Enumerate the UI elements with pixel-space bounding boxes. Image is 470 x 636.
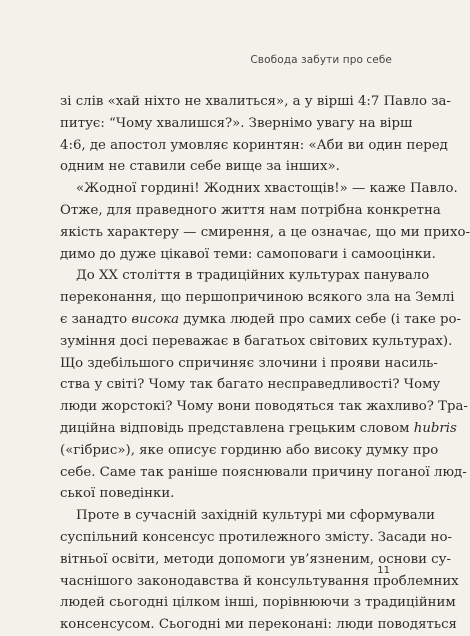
text-line: одним не ставили себе вище за інших». — [60, 159, 340, 175]
text-line: людей сьогодні цілком інші, порівнюючи з традиційним — [60, 595, 456, 611]
text-line: Проте в сучасній західній культурі ми сформували — [76, 508, 435, 524]
text-line: якість характеру — смирення, а це означає, що ми прихо- — [60, 224, 470, 240]
text-line: консенсусом. Сьогодні ми переконані: люди поводяться — [60, 617, 457, 633]
text-line: «Жодної гордині! Жодних хвастощів!» — каже Павло. — [76, 181, 458, 197]
text-line: ства у світі? Чому так багато несправедливості? Чому — [60, 377, 441, 393]
text-line: люди жорстокі? Чому вони поводяться так жахливо? Тра- — [60, 399, 468, 415]
text-line: питує: “Чому хвалишся?». Звернімо увагу на вірш — [60, 115, 413, 131]
text-line: ської поведінки. — [60, 486, 175, 502]
text-line: Що здебільшого спричиняє злочини і прояви насиль- — [60, 355, 438, 371]
text-line: переконання, що першопричиною всякого зла на Землі — [60, 290, 455, 306]
text-line: зуміння досі переважає в багатьох світових культурах). — [60, 333, 453, 349]
text-line: зі слів «хай ніхто не хвалиться», а у вірші 4:7 Павло за- — [60, 94, 451, 109]
text-line: («гібрис»), яке описує гординю або високу думку про — [60, 442, 439, 458]
emphasis: hubris — [413, 420, 457, 436]
emphasis: висока — [131, 311, 180, 327]
text-line: Отже, для праведного життя нам потрібна конкретна — [60, 202, 441, 218]
text-line: 4:6, де апостол умовляє коринтян: «Аби ви один перед — [60, 137, 448, 153]
text-line: диційна відповідь представлена грецьким словом hubris — [60, 420, 457, 436]
text-line: До XX століття в традиційних культурах панувало — [76, 268, 430, 284]
running-header: Свобода забути про себе — [250, 54, 392, 66]
page-number: 11 — [377, 565, 390, 576]
text-line: себе. Саме так раніше пояснювали причину поганої люд- — [60, 464, 467, 480]
text-line: часнішого законодавства й консультування проблемних — [60, 573, 459, 589]
text-line: є занадто висока думка людей про самих себе (і таке ро- — [60, 311, 461, 327]
text-line: димо до дуже цікавої теми: самоповаги і самооцінки. — [60, 246, 436, 262]
body-text — [60, 91, 470, 636]
text-line: вітньої освіти, методи допомоги ув’язненим, основи су- — [60, 551, 451, 567]
text-line: суспільний консенсус протилежного змісту. Засади но- — [60, 529, 452, 545]
